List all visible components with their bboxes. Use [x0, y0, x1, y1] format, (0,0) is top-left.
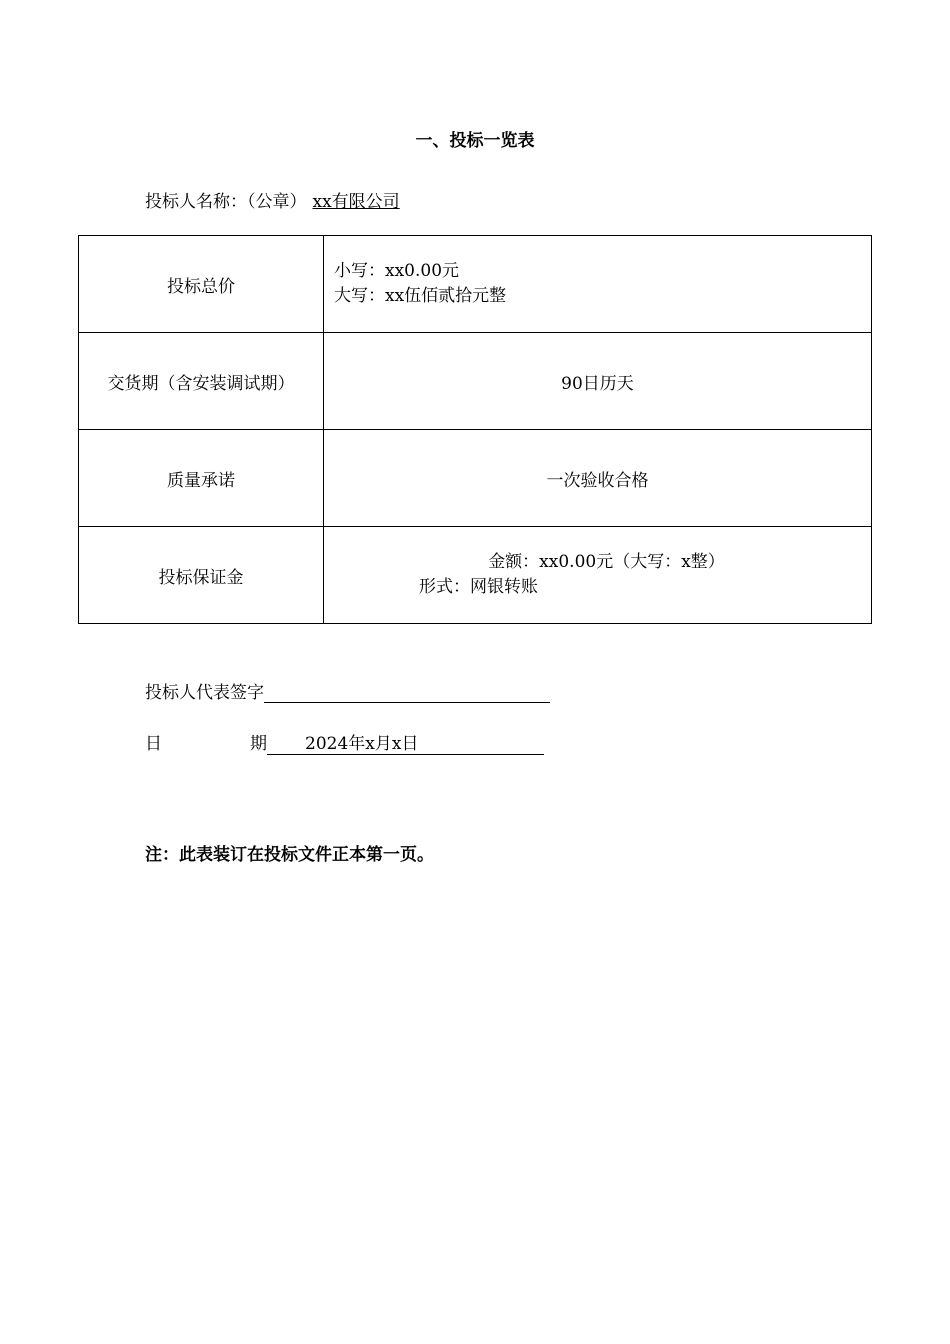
bidder-name-value: xx有限公司 — [312, 192, 400, 212]
bid-summary-table — [78, 235, 872, 624]
bid-deposit-label: 投标保证金 — [79, 527, 324, 624]
table-row-deposit — [79, 527, 872, 624]
table-row-quality — [79, 430, 872, 527]
bidder-name-label: 投标人名称：（公章） — [145, 192, 307, 212]
date-label-day: 日 — [145, 734, 162, 754]
total-price-lowercase: 小写：xx0.00元 — [334, 261, 460, 281]
signature-blank — [264, 682, 550, 703]
date-line — [145, 729, 544, 755]
quality-commitment-value: 一次验收合格 — [324, 430, 872, 527]
bidder-name-line — [145, 187, 406, 212]
date-label-period: 期 — [250, 734, 267, 754]
quality-commitment-label: 质量承诺 — [79, 430, 324, 527]
signature-line — [145, 678, 550, 703]
delivery-period-label: 交货期（含安装调试期） — [79, 333, 324, 430]
page-title: 一、投标一览表 — [415, 131, 535, 151]
table-row-delivery — [79, 333, 872, 430]
date-value: 2024年x月x日 — [267, 729, 544, 755]
bid-deposit-method: 形式：网银转账 — [419, 577, 538, 597]
total-price-label: 投标总价 — [79, 236, 324, 333]
bid-deposit-value — [324, 527, 872, 624]
binding-note: 注：此表装订在投标文件正本第一页。 — [145, 845, 434, 865]
signature-label: 投标人代表签字 — [145, 683, 264, 703]
total-price-uppercase: 大写：xx伍佰贰拾元整 — [334, 286, 507, 306]
delivery-period-value: 90日历天 — [324, 333, 872, 430]
table-row-total-price — [79, 236, 872, 333]
total-price-value — [324, 236, 872, 333]
bid-deposit-amount: 金额：xx0.00元（大写：x整） — [488, 552, 725, 572]
